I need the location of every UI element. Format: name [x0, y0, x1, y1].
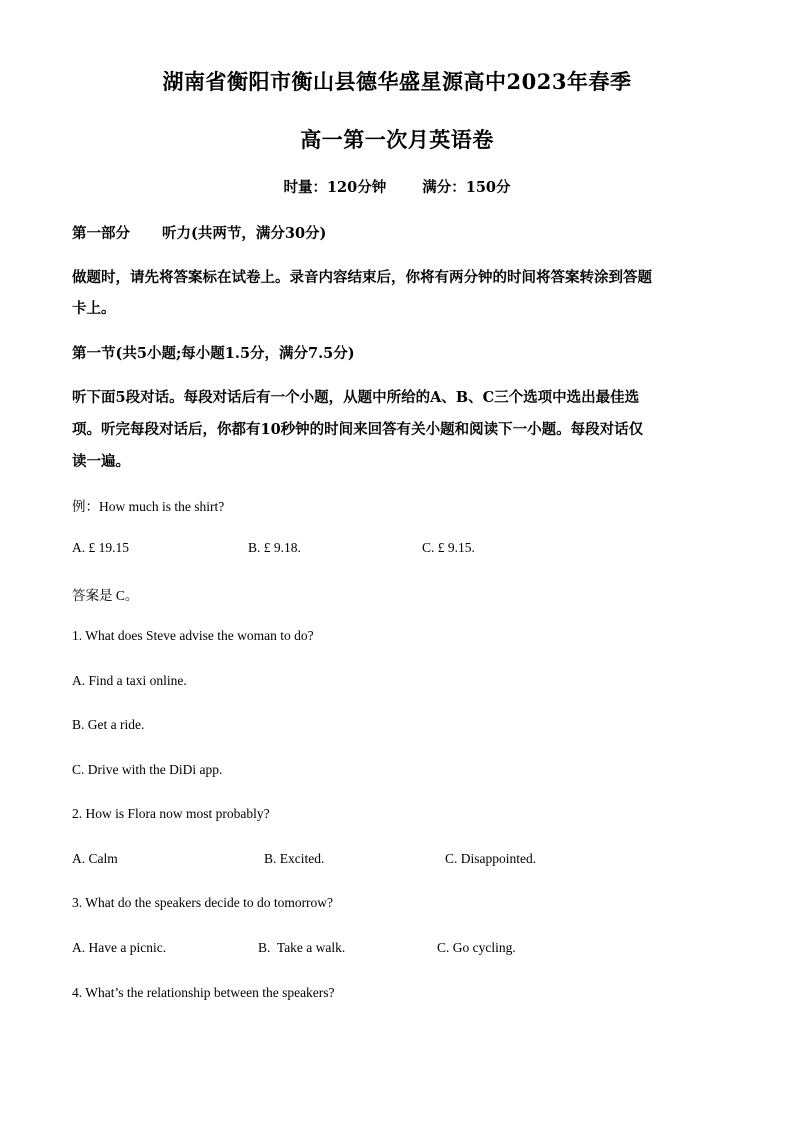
question-1-option-b: B. Get a ride.: [72, 717, 145, 732]
exam-title-line1: 湖南省衡阳市衡山县德华盛星源高中2023年春季: [162, 69, 632, 94]
part1-heading: [72, 222, 722, 243]
part1-heading-left: 第一部分: [72, 225, 130, 242]
section1-intro-line2: 项。听完每段对话后，你都有10秒钟的时间来回答有关小题和阅读下一小题。每段对话仅: [72, 421, 644, 438]
question-2-option-b: B. Excited.: [264, 851, 325, 866]
part1-heading-right: 听力(共两节，满分30分): [162, 225, 327, 242]
time-label: 时量：120分钟: [283, 179, 387, 196]
question-3-option-b: B. Take a walk.: [258, 940, 346, 955]
example-option-c: C. £ 9.15.: [422, 540, 475, 555]
question-3-option-c: C. Go cycling.: [437, 940, 516, 955]
question-2-text: 2. How is Flora now most probably?: [72, 806, 270, 821]
part1-instructions-line2: 卡上。: [72, 300, 116, 317]
question-2-option-c: C. Disappointed.: [445, 851, 537, 866]
question-1-option-c: C. Drive with the DiDi app.: [72, 762, 223, 777]
example-option-a: A. £ 19.15: [72, 540, 129, 555]
question-2-option-a: A. Calm: [72, 851, 118, 866]
section1-intro-line1: 听下面5段对话。每段对话后有一个小题，从题中所给的A、B、C三个选项中选出最佳选: [72, 389, 640, 406]
example-option-b: B. £ 9.18.: [248, 540, 301, 555]
question-4-text: 4. What’s the relationship between the speakers?: [72, 985, 335, 1000]
question-3-option-a: A. Have a picnic.: [72, 940, 167, 955]
question-3-text: 3. What do the speakers decide to do tomorrow?: [72, 895, 334, 910]
example-question: 例：How much is the shirt?: [72, 499, 225, 514]
section1-heading: 第一节(共5小题;每小题1.5分，满分7.5分): [72, 345, 355, 362]
part1-instructions-line1: 做题时，请先将答案标在试卷上。录音内容结束后，你将有两分钟的时间将答案转涂到答题: [72, 269, 652, 286]
exam-meta: [0, 176, 794, 197]
example-answer: 答案是 C。: [72, 588, 139, 603]
question-1-text: 1. What does Steve advise the woman to do?: [72, 628, 314, 643]
question-1-option-a: A. Find a taxi online.: [72, 673, 187, 688]
exam-title-line2: 高一第一次月英语卷: [300, 127, 494, 152]
section1-intro-line3: 读一遍。: [72, 453, 130, 470]
score-label: 满分：150分: [422, 179, 511, 196]
